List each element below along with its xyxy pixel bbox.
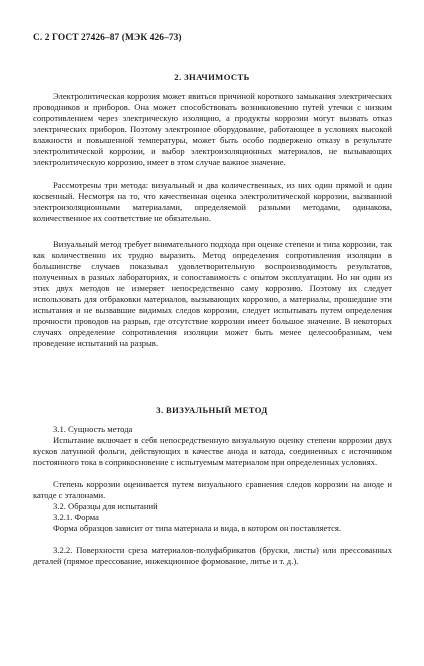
- subsection-3-2-title: 3.2. Образцы для испытаний: [53, 501, 158, 511]
- section-3-2-1-paragraph: Форма образцов зависит от типа материала и вида, в котором он поставляется.: [53, 523, 342, 533]
- page-header: С. 2 ГОСТ 27426–87 (МЭК 426–73): [33, 33, 182, 43]
- section-3-2-2-paragraph: 3.2.2. Поверхности среза материалов-полуфабрикатов (бруски, листы) или прессованных деталей (прямое прессование, инжекционное формование, литье и т. д.).: [33, 545, 392, 566]
- subsection-3-2-1-title: 3.2.1. Форма: [53, 512, 99, 522]
- section-2-paragraph-1: Электролитическая коррозия может явиться причиной короткого замыкания электрических проводников и приборов. Она может способствовать возникновению путей утечки с низким сопротивлением через электрическую изоляцию, а продукты коррозии могут вызвать отказ электрических приборов. Поэтому электронное оборудование, работающее в условиях высокой влажности и повышенной температуры, может быть особо подвержено отказу в результате электролитической коррозии, и выбор электроизоляционных материалов, не вызывающих электролитическую коррозию, имеет в этом случае важное значение.: [33, 91, 392, 167]
- section-2-heading: 2. ЗНАЧИМОСТЬ: [174, 72, 250, 82]
- section-2-paragraph-3: Визуальный метод требует внимательного подхода при оценке степени и типа коррозии, так как количественно их трудно выразить. Метод определения сопротивления изоляции в большинстве случаев показывал удовлетворительную воспроизводимость результатов, полученных в разных лабораториях, и сопоставимость с опытом эксплуатации. Но ни один из этих двух методов не измеряет непосредственно саму коррозию. Поэтому их следует использовать для отбраковки материалов, вызывающих коррозию, а материалы, прошедшие эти испытания и не вызвавшие видимых следов коррозии, следует испытывать путем определения прочности проводов на разрыв, где отсутствие коррозии имеет большое значение. В некоторых случаях определение сопротивления изоляции может быть менее целесообразным, чем проведение испытаний на разрыв.: [33, 239, 392, 348]
- section-2-paragraph-2: Рассмотрены три метода: визуальный и два количественных, из них один прямой и один косвенный. Несмотря на то, что качественная оценка электролитической коррозии, вызванной электроизоляционными материалами, определяемой разными методами, одинакова, количественное их соответствие не обязательно.: [33, 180, 392, 223]
- section-3-heading: 3. ВИЗУАЛЬНЫЙ МЕТОД: [156, 405, 268, 415]
- section-3-1-paragraph-2: Степень коррозии оценивается путем визуального сравнения следов коррозии на аноде и катоде с эталонами.: [33, 479, 392, 500]
- section-3-1-paragraph-1: Испытание включает в себя непосредственную визуальную оценку степени коррозии двух кусков латунной фольги, действующих в качестве анода и катода, соединенных с источником постоянного тока в соприкосновение с испытуемым материалом при определенных условиях.: [33, 435, 392, 467]
- subsection-3-1-title: 3.1. Сущность метода: [53, 424, 133, 434]
